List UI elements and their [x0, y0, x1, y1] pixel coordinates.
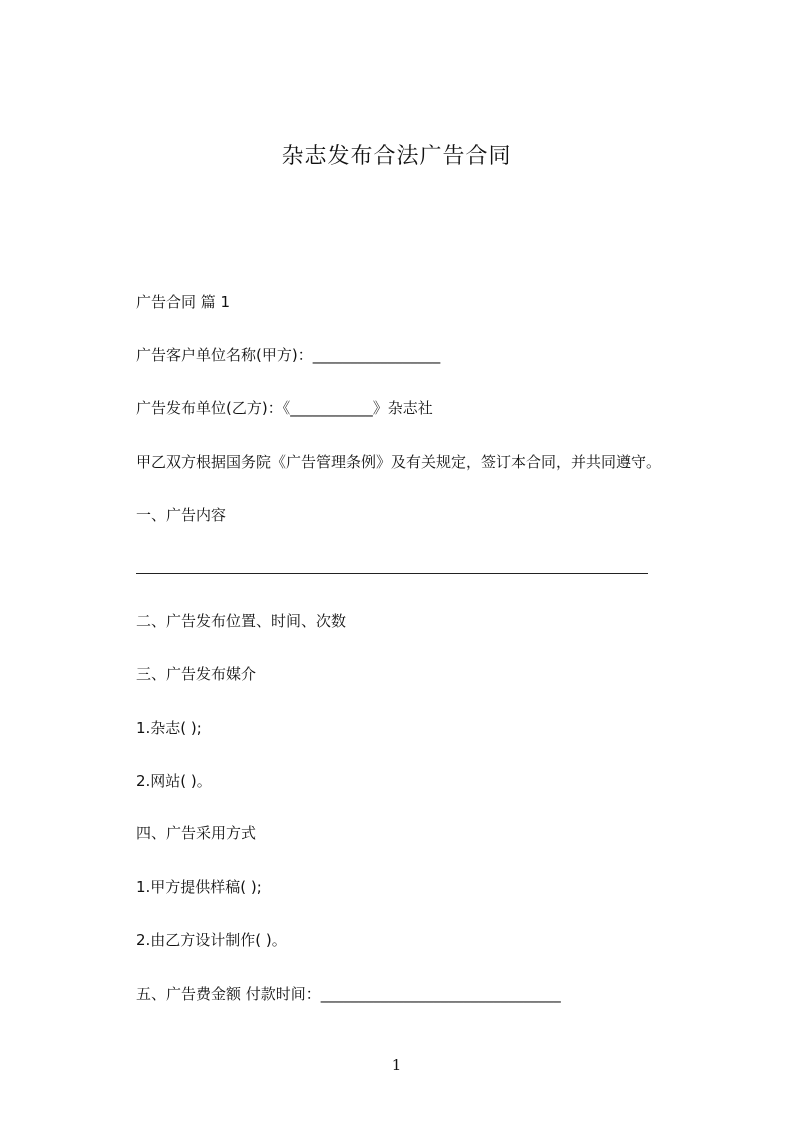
clause-4-item-sample: 1.甲方提供样稿( ); [136, 878, 262, 896]
clause-3-heading: 三、广告发布媒介 [136, 665, 257, 683]
preamble-paragraph: 甲乙双方根据国务院《广告管理条例》及有关规定，签订本合同，并共同遵守。 [136, 453, 662, 471]
clause-2-heading: 二、广告发布位置、时间、次数 [136, 612, 347, 630]
page-number: 1 [391, 1056, 402, 1074]
clause-4-heading: 四、广告采用方式 [136, 824, 257, 842]
client-name-line: 广告客户单位名称(甲方)：_________________ [136, 346, 441, 364]
clause-3-item-magazine: 1.杂志( ); [136, 719, 202, 737]
section-heading: 广告合同 篇 1 [136, 293, 231, 311]
publisher-name-line: 广告发布单位(乙方)：《___________》杂志社 [136, 399, 433, 417]
clause-5-heading: 五、广告费金额 付款时间：________________________________ [136, 985, 561, 1003]
clause-1-heading: 一、广告内容 [136, 506, 227, 524]
advertisement-content-blank-line [136, 573, 648, 574]
document-title: 杂志发布合法广告合同 [281, 144, 512, 169]
clause-4-item-design: 2.由乙方设计制作( )。 [136, 931, 287, 949]
clause-3-item-website: 2.网站( )。 [136, 772, 212, 790]
